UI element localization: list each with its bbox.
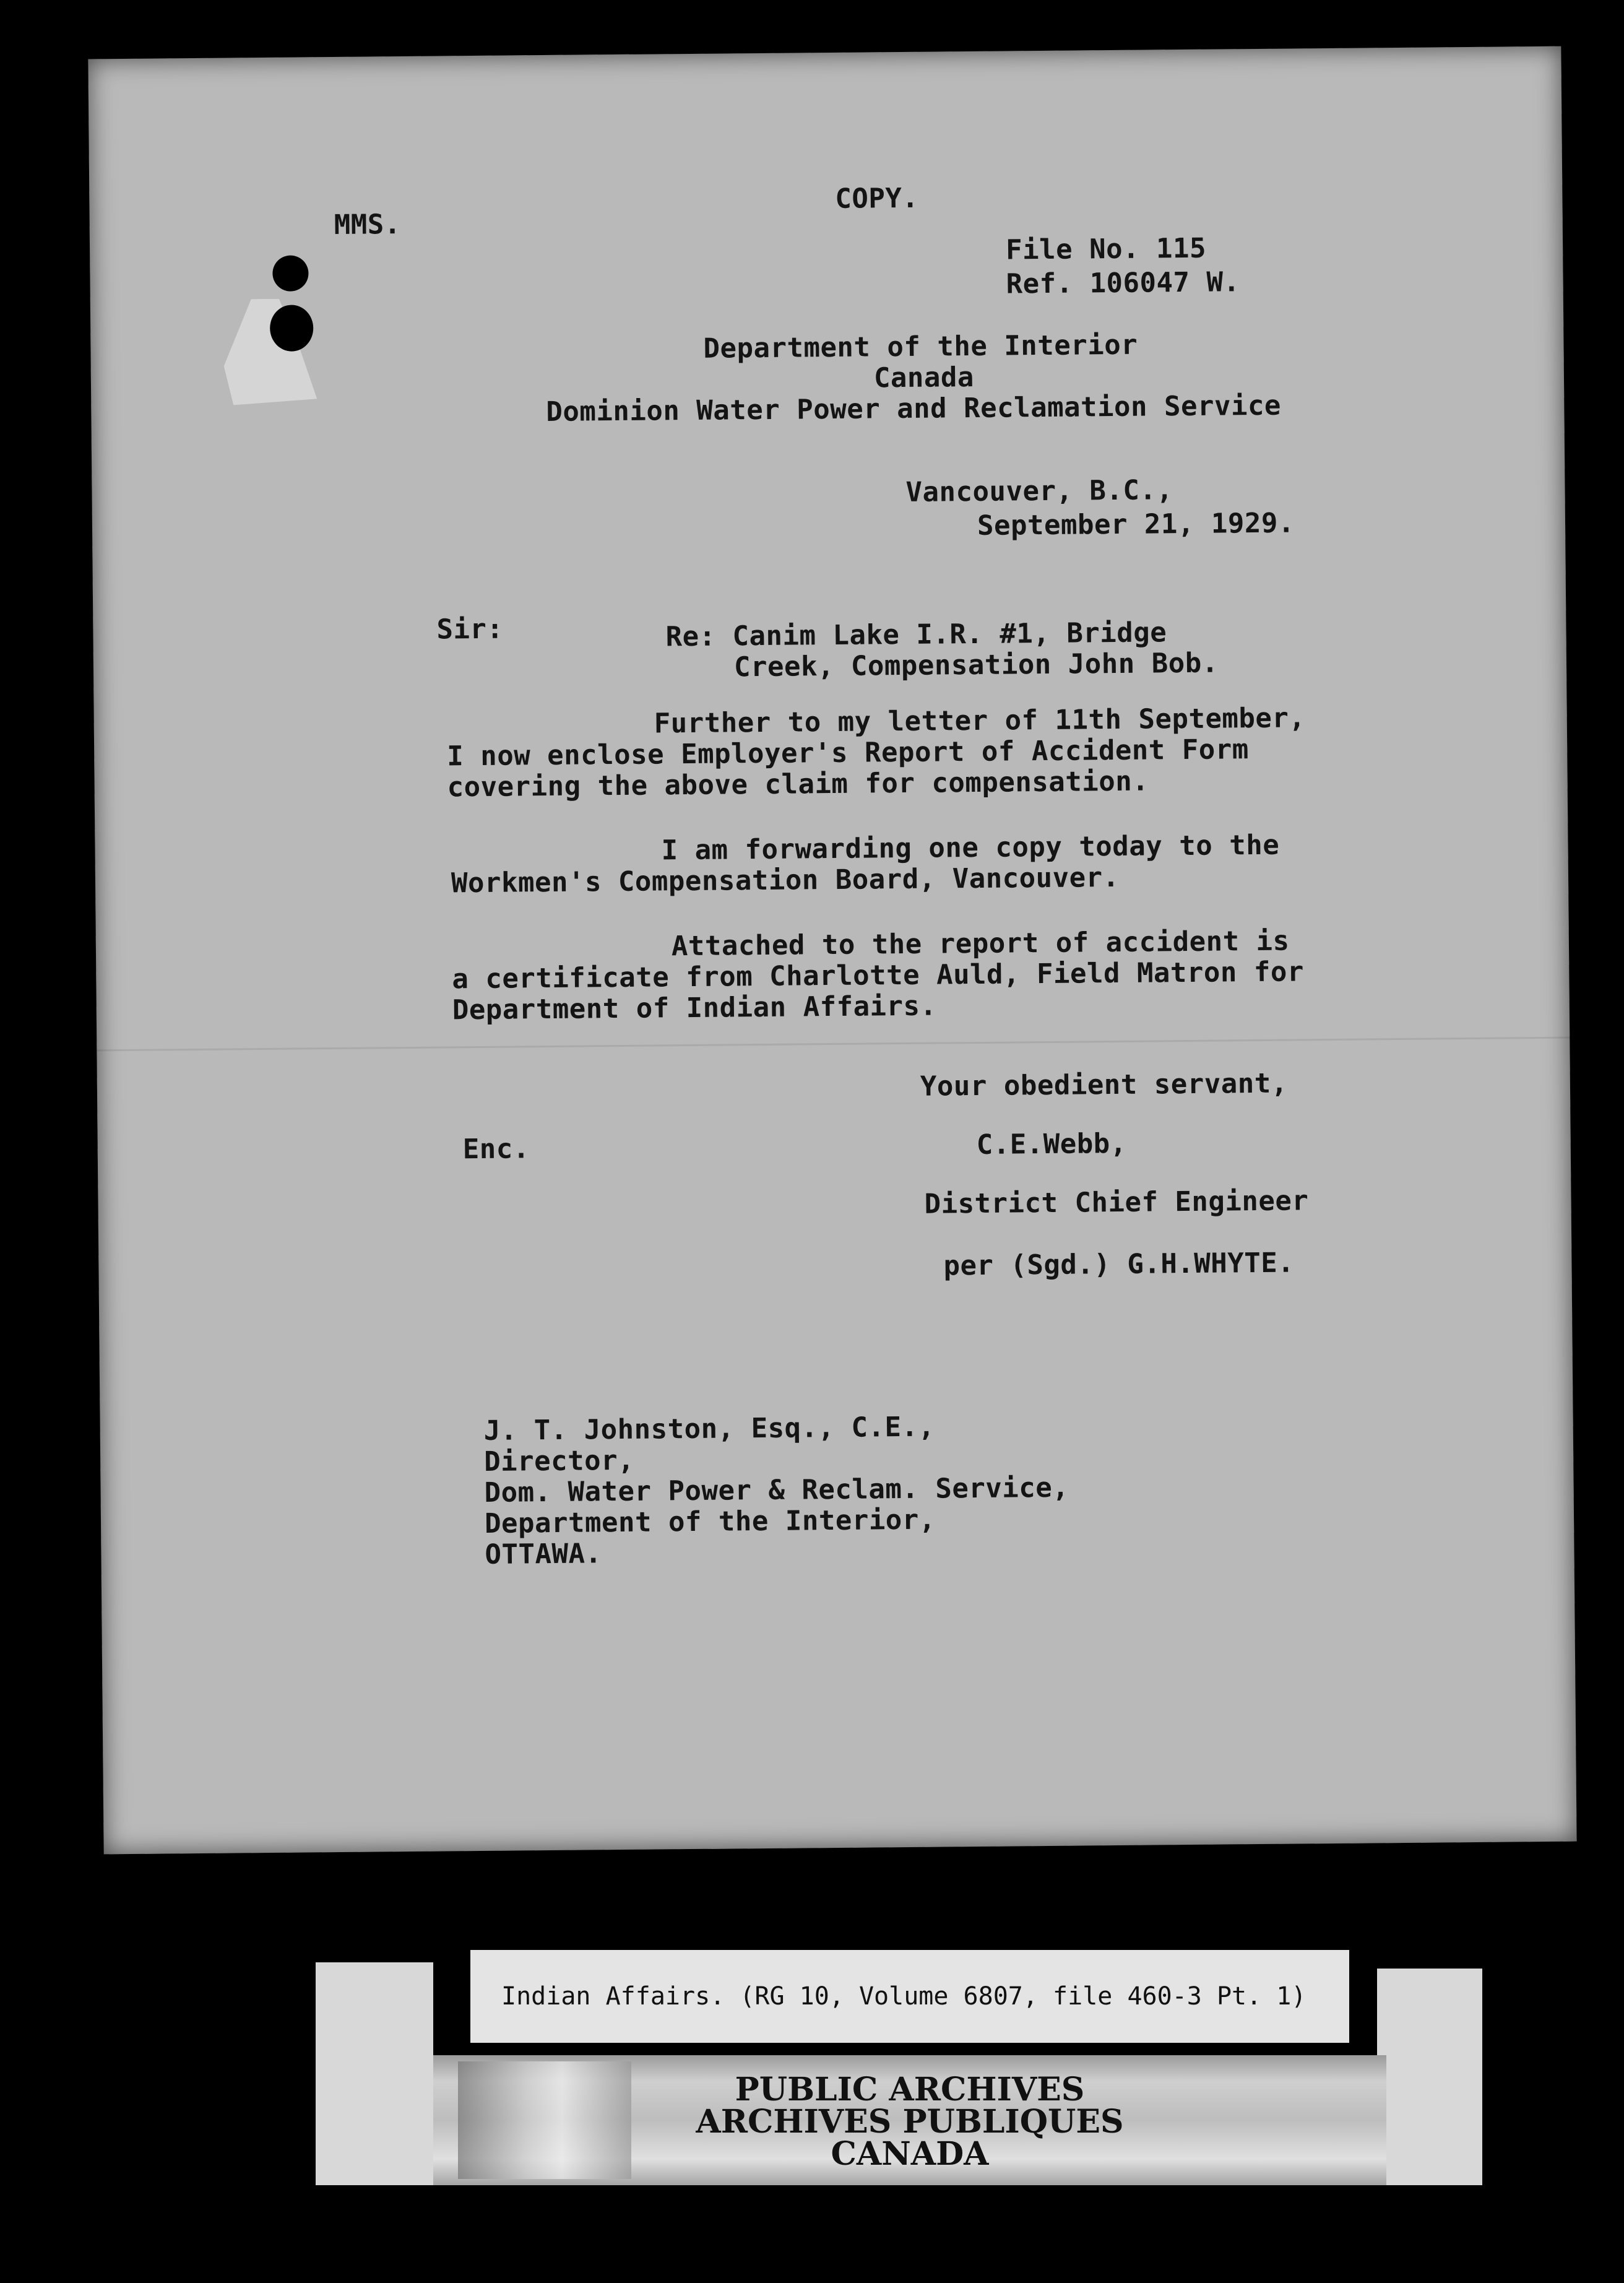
archive-reference-label — [470, 1950, 1349, 2043]
stamp-line-2: ARCHIVES PUBLIQUES — [696, 2103, 1124, 2141]
copy-heading: COPY. — [835, 182, 919, 215]
stamp-line-1: PUBLIC ARCHIVES — [735, 2071, 1085, 2108]
department-line-2: Canada — [873, 361, 975, 394]
paragraph-3-line-3: Department of Indian Affairs. — [452, 990, 937, 1026]
address-line-3: Dom. Water Power & Reclam. Service, — [484, 1471, 1069, 1509]
subject-line-2: Creek, Compensation John Bob. — [733, 647, 1219, 683]
department-line-1: Department of the Interior — [703, 329, 1138, 365]
closing: Your obedient servant, — [920, 1067, 1288, 1103]
paragraph-3-line-1: Attached to the report of accident is — [671, 925, 1290, 963]
paragraph-2-line-1: I am forwarding one copy today to the — [661, 829, 1280, 867]
letter-place: Vancouver, B.C., — [905, 474, 1173, 508]
header-initials: MMS. — [334, 209, 401, 241]
letter-date: September 21, 1929. — [977, 507, 1295, 542]
signer-name: C.E.Webb, — [976, 1127, 1127, 1161]
punch-hole-bottom — [270, 305, 314, 352]
enclosure-note: Enc. — [462, 1133, 530, 1166]
signer-title: District Chief Engineer — [924, 1185, 1309, 1220]
punch-hole-top — [272, 255, 309, 292]
reference-number: Ref. 106047 W. — [1006, 266, 1240, 300]
address-line-5: OTTAWA. — [485, 1538, 602, 1570]
archive-tab-right — [1377, 1969, 1482, 2185]
department-line-3: Dominion Water Power and Reclamation Service — [546, 389, 1282, 428]
salutation: Sir: — [436, 613, 504, 646]
address-line-4: Department of the Interior, — [484, 1504, 936, 1540]
paragraph-1-line-1: Further to my letter of 11th September, — [654, 702, 1306, 740]
stamp-line-3: CANADA — [831, 2135, 989, 2173]
address-line-1: J. T. Johnston, Esq., C.E., — [483, 1411, 935, 1447]
paragraph-1-line-3: covering the above claim for compensation. — [447, 765, 1149, 804]
archive-stamp — [433, 2055, 1386, 2185]
archive-reference-text: Indian Affairs. (RG 10, Volume 6807, file 460-3 Pt. 1) — [501, 1982, 1307, 2011]
letter-page — [88, 46, 1576, 1855]
address-line-2: Director, — [483, 1444, 635, 1478]
paragraph-1-line-2: I now enclose Employer's Report of Accident Form — [447, 734, 1249, 773]
paragraph-3-line-2: a certificate from Charlotte Auld, Field Matron for — [452, 956, 1305, 995]
subject-line-1: Re: Canim Lake I.R. #1, Bridge — [665, 617, 1167, 653]
file-number: File No. 115 — [1005, 232, 1207, 266]
per-signature: per (Sgd.) G.H.WHYTE. — [943, 1247, 1295, 1282]
paragraph-2-line-2: Workmen's Compensation Board, Vancouver. — [451, 861, 1120, 899]
archive-tab-left — [316, 1962, 433, 2185]
